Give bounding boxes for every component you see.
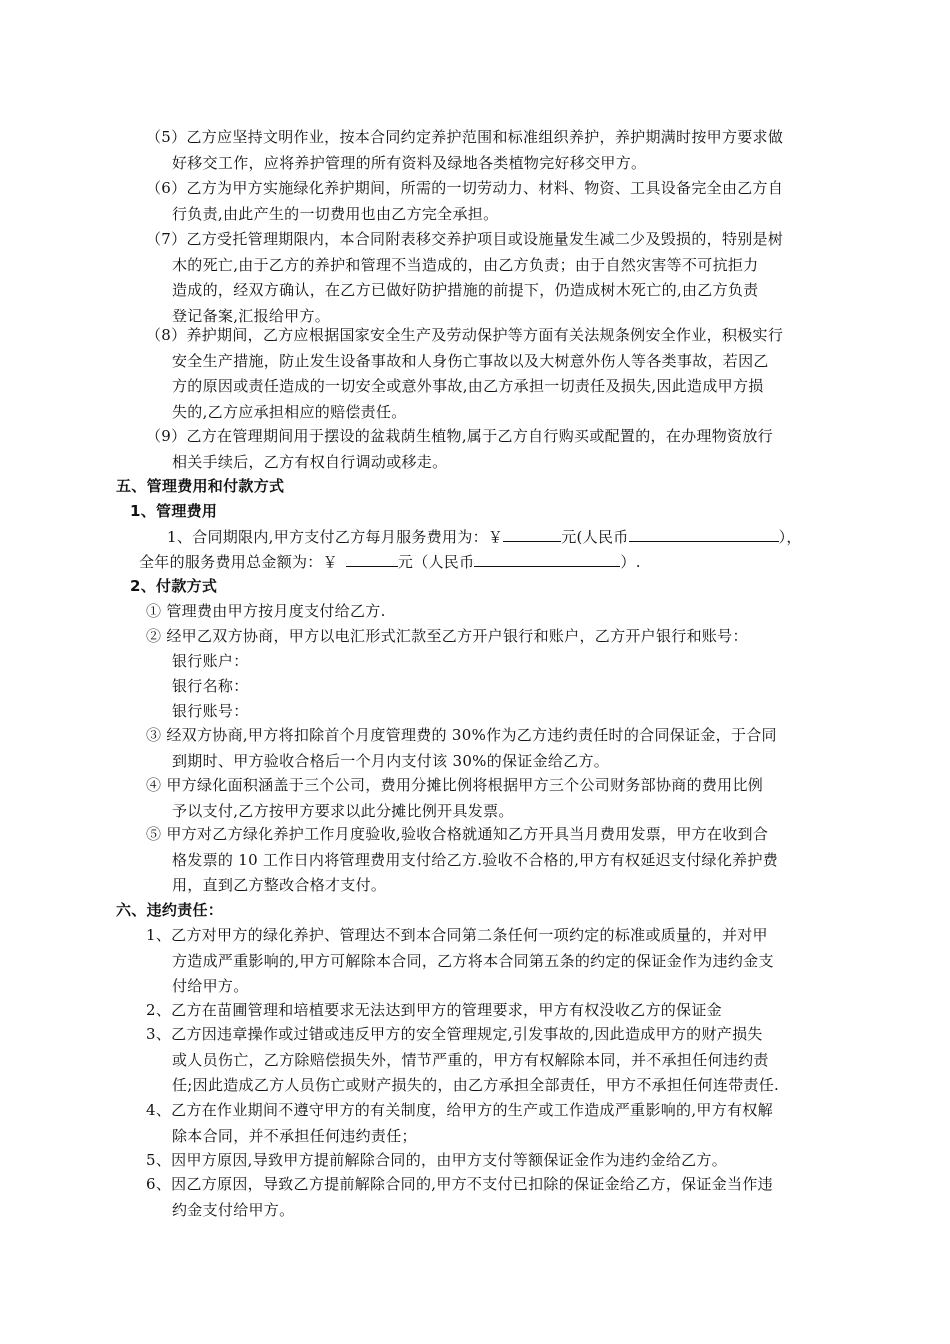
text-line: 任;因此造成乙方人员伤亡或财产损失的，由乙方承担全部责任，甲方不承担任何连带责任. [172, 1076, 780, 1094]
bank-name-label: 银行名称： [172, 677, 249, 695]
text-line: 登记备案,汇报给甲方。 [172, 306, 331, 325]
text-line: （5）乙方应坚持文明作业，按本合同约定养护范围和标准组织养护，养护期满时按甲方要求做 [146, 128, 784, 146]
fee-text: ）， [778, 528, 802, 546]
text-line: ④ 甲方绿化面积涵盖于三个公司，费用分摊比例将根据甲方三个公司财务部协商的费用比例 [146, 776, 764, 794]
penalty-item-2 [146, 998, 722, 1024]
text-line: 木的死亡,由于乙方的养护和管理不当造成的，由乙方负责；由于自然灾害等不可抗拒力 [172, 255, 759, 274]
text-line: （9）乙方在管理期间用于摆设的盆栽荫生植物,属于乙方自行购买或配置的，在办理物资放行 [146, 427, 773, 445]
section-6-title: 六、违约责任： [116, 901, 224, 919]
text-line: 格发票的 10 工作日内将管理费用支付给乙方.验收不合格的,甲方有权延迟支付绿化养护费 [172, 850, 779, 869]
section-5-sub2: 2、付款方式 [130, 577, 218, 595]
penalty-item-3 [146, 1022, 779, 1099]
monthly-fee-rmb-blank[interactable] [629, 524, 779, 542]
fee-text: 元（人民币 [397, 553, 475, 571]
text-line: 除本合同，并不承担任何违约责任； [172, 1126, 417, 1145]
text-line: ③ 经双方协商,甲方将扣除首个月度管理费的 30%作为乙方违约责任时的合同保证金，于合同 [146, 726, 777, 744]
section-5-sub1: 1、管理费用 [130, 502, 218, 520]
text-line: 好移交工作，应将养护管理的所有资料及绿地各类植物完好移交甲方。 [172, 153, 647, 172]
penalty-item-4 [146, 1098, 773, 1149]
penalty-item-5 [146, 1148, 727, 1174]
monthly-fee-blank[interactable] [503, 524, 561, 542]
text-line: （8）养护期间，乙方应根据国家安全生产及劳动保护等方面有关法规条例安全作业，积极实行 [146, 326, 784, 344]
annual-fee-blank[interactable] [346, 549, 398, 567]
text-line: 用，直到乙方整改合格才支付。 [172, 876, 387, 894]
text-line: 到期时、甲方验收合格后一个月内支付该 30%的保证金给乙方。 [172, 751, 610, 770]
text-line: 失的,乙方应承担相应的赔偿责任。 [172, 402, 407, 421]
text-line: 造成的，经双方确认，在乙方已做好防护措施的前提下，仍造成树木死亡的,由乙方负责 [172, 281, 759, 299]
clause-9 [146, 424, 773, 475]
fee-text: 全年的服务费用总金额为：￥ [139, 553, 338, 571]
text-line: 付给甲方。 [172, 977, 249, 995]
text-line: （7）乙方受托管理期限内，本合同附表移交养护项目或设施量发生减二少及毁损的，特别是树 [146, 230, 784, 248]
payment-item-2: ② 经甲乙双方协商，甲方以电汇形式汇款至乙方开户银行和账户，乙方开户银行和账号： [146, 627, 748, 645]
penalty-item-1 [146, 923, 774, 1000]
fee-line-2 [139, 549, 641, 576]
text-line: 行负责,由此产生的一切费用也由乙方完全承担。 [172, 204, 499, 223]
text-line: 方的原因或责任造成的一切安全或意外事故,由乙方承担一切责任及损失,因此造成甲方损 [172, 377, 764, 395]
bank-account-label: 银行账户： [172, 652, 249, 670]
text-line: 相关手续后，乙方有权自行调动或移走。 [172, 452, 448, 471]
annual-fee-rmb-blank[interactable] [474, 549, 620, 567]
text-line: 约金支付给甲方。 [172, 1200, 295, 1219]
text-line: 安全生产措施，防止发生设备事故和人身伤亡事故以及大树意外伤人等各类事故，若因乙 [172, 351, 769, 370]
penalty-item-6 [146, 1172, 773, 1223]
fee-line-1 [167, 524, 802, 551]
text-line: 5、因甲方原因,导致甲方提前解除合同的，由甲方支付等额保证金作为违约金给乙方。 [146, 1151, 728, 1169]
text-line: 4、乙方在作业期间不遵守甲方的有关制度，给甲方的生产或工作造成严重影响的,甲方有权解 [146, 1101, 773, 1119]
fee-text: 元(人民币 [561, 528, 629, 546]
clause-8 [146, 323, 783, 425]
clause-5 [146, 125, 783, 176]
text-line: 1、乙方对甲方的绿化养护、管理达不到本合同第二条任何一项约定的标准或质量的，并对甲 [146, 926, 768, 944]
text-line: 或人员伤亡，乙方除赔偿损失外，情节严重的，甲方有权解除本同，并不承担任何违约责 [172, 1050, 769, 1069]
payment-item-4 [146, 773, 763, 824]
text-line: 方造成严重影响的,甲方可解除本合同，乙方将本合同第五条的约定的保证金作为违约金支 [172, 951, 774, 970]
bank-number-label: 银行账号： [172, 702, 249, 720]
clause-6 [146, 176, 783, 227]
text-line: 6、因乙方原因，导致乙方提前解除合同的,甲方不支付已扣除的保证金给乙方，保证金当作违 [146, 1175, 773, 1193]
fee-text: ）. [620, 553, 641, 571]
text-line: 3、乙方因违章操作或过错或违反甲方的安全管理规定,引发事故的,因此造成甲方的财产损失 [146, 1025, 763, 1043]
payment-item-3 [146, 723, 777, 774]
payment-item-1: ① 管理费由甲方按月度支付给乙方. [146, 602, 386, 620]
text-line: ⑤ 甲方对乙方绿化养护工作月度验收,验收合格就通知乙方开具当月费用发票，甲方在收到合 [146, 825, 769, 843]
text-line: 2、乙方在苗圃管理和培植要求无法达到甲方的管理要求，甲方有权没收乙方的保证金 [146, 1001, 722, 1019]
fee-text: 1、合同期限内,甲方支付乙方每月服务费用为：￥ [167, 528, 504, 546]
text-line: 予以支付,乙方按甲方要求以此分摊比例开具发票。 [172, 801, 514, 820]
clause-7 [146, 227, 783, 329]
payment-item-5 [146, 822, 778, 899]
text-line: （6）乙方为甲方实施绿化养护期间，所需的一切劳动力、材料、物资、工具设备完全由乙方自 [146, 179, 784, 197]
section-5-title: 五、管理费用和付款方式 [116, 477, 285, 495]
